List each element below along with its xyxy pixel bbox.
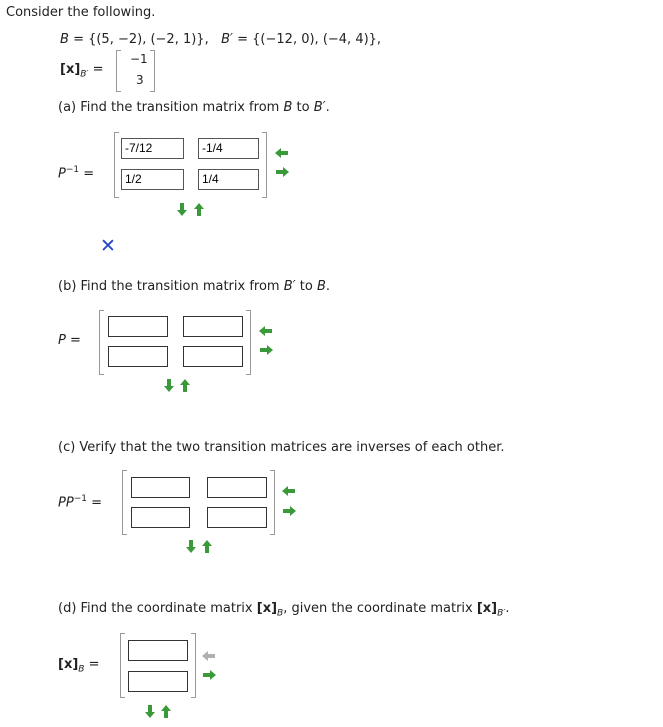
remove-row-arrow-icon[interactable] <box>201 539 213 554</box>
part-d-bracket-right <box>191 633 196 698</box>
remove-row-arrow-icon[interactable] <box>179 378 191 393</box>
x-bracket-label: [x] <box>60 62 81 77</box>
add-row-arrow-icon[interactable] <box>185 539 197 554</box>
part-c-cell-12[interactable] <box>207 477 267 498</box>
coord-matrix-bprime-label <box>60 62 104 80</box>
remove-column-arrow-icon[interactable] <box>281 485 297 497</box>
intro-text: Consider the following. <box>6 5 156 20</box>
basis-bprime-value: = {(−12, 0), (−4, 4)}, <box>237 32 382 47</box>
basis-definitions <box>60 32 381 47</box>
part-b-bracket-left <box>99 310 104 375</box>
part-c-prompt: (c) Verify that the two transition matrices are inverses of each other. <box>58 440 505 455</box>
part-a-cell-22[interactable]: 1/4 <box>198 169 259 190</box>
part-a-prompt: (a) Find the transition matrix from B to B′. <box>58 100 330 115</box>
remove-column-arrow-icon <box>201 650 217 662</box>
part-b-bracket-right <box>246 310 251 375</box>
part-d-prompt: (d) Find the coordinate matrix $[x]_B$, given the coordinate matrix $[x]_{B'}$. <box>58 601 510 619</box>
part-c-bracket-right <box>270 470 275 535</box>
part-c-cell-21[interactable] <box>131 507 190 528</box>
part-b-matrix-label: P = <box>58 333 81 348</box>
add-column-arrow-icon[interactable] <box>281 505 297 517</box>
part-a-bracket-right <box>262 132 267 198</box>
part-b-cell-11[interactable] <box>108 316 168 337</box>
add-column-arrow-icon[interactable] <box>201 669 217 681</box>
remove-row-arrow-icon[interactable] <box>160 704 172 719</box>
part-a-bracket-left <box>114 132 119 198</box>
equals-sign: = <box>92 62 104 77</box>
part-b-prompt: (b) Find the transition matrix from B′ to B. <box>58 279 330 294</box>
remove-column-arrow-icon[interactable] <box>274 147 290 159</box>
x-sub-label: B′ <box>80 69 89 80</box>
part-a-cell-11[interactable]: -7/12 <box>121 138 184 159</box>
incorrect-mark-icon: ✕ <box>100 235 116 257</box>
part-a-cell-21[interactable]: 1/2 <box>121 169 184 190</box>
basis-bprime-label: B′ <box>221 32 233 47</box>
part-a-matrix-label: $P^{-1}$ = <box>58 165 95 182</box>
add-row-arrow-icon[interactable] <box>176 202 188 217</box>
part-c-bracket-left <box>122 470 127 535</box>
coord-value-2: 3 <box>136 73 144 87</box>
basis-b-label: B <box>60 32 69 47</box>
part-b-cell-21[interactable] <box>108 346 168 367</box>
coord-value-1: −1 <box>130 52 148 66</box>
part-d-cell-1[interactable] <box>128 640 188 661</box>
part-b-cell-22[interactable] <box>183 346 243 367</box>
part-c-cell-22[interactable] <box>207 507 267 528</box>
add-row-arrow-icon[interactable] <box>163 378 175 393</box>
part-b-cell-12[interactable] <box>183 316 243 337</box>
add-column-arrow-icon[interactable] <box>274 166 290 178</box>
part-a-cell-12[interactable]: -1/4 <box>198 138 259 159</box>
basis-b-value: = {(5, −2), (−2, 1)}, <box>73 32 209 47</box>
part-d-matrix-label: $[x]_B$ = <box>58 657 100 675</box>
add-column-arrow-icon[interactable] <box>258 344 274 356</box>
part-d-bracket-left <box>120 633 125 698</box>
matrix-bracket-right <box>150 50 155 92</box>
part-c-cell-11[interactable] <box>131 477 190 498</box>
part-c-matrix-label: $PP^{-1}$ = <box>58 494 103 511</box>
remove-column-arrow-icon[interactable] <box>258 325 274 337</box>
add-row-arrow-icon[interactable] <box>144 704 156 719</box>
remove-row-arrow-icon[interactable] <box>193 202 205 217</box>
matrix-bracket-left <box>116 50 121 92</box>
part-d-cell-2[interactable] <box>128 671 188 692</box>
